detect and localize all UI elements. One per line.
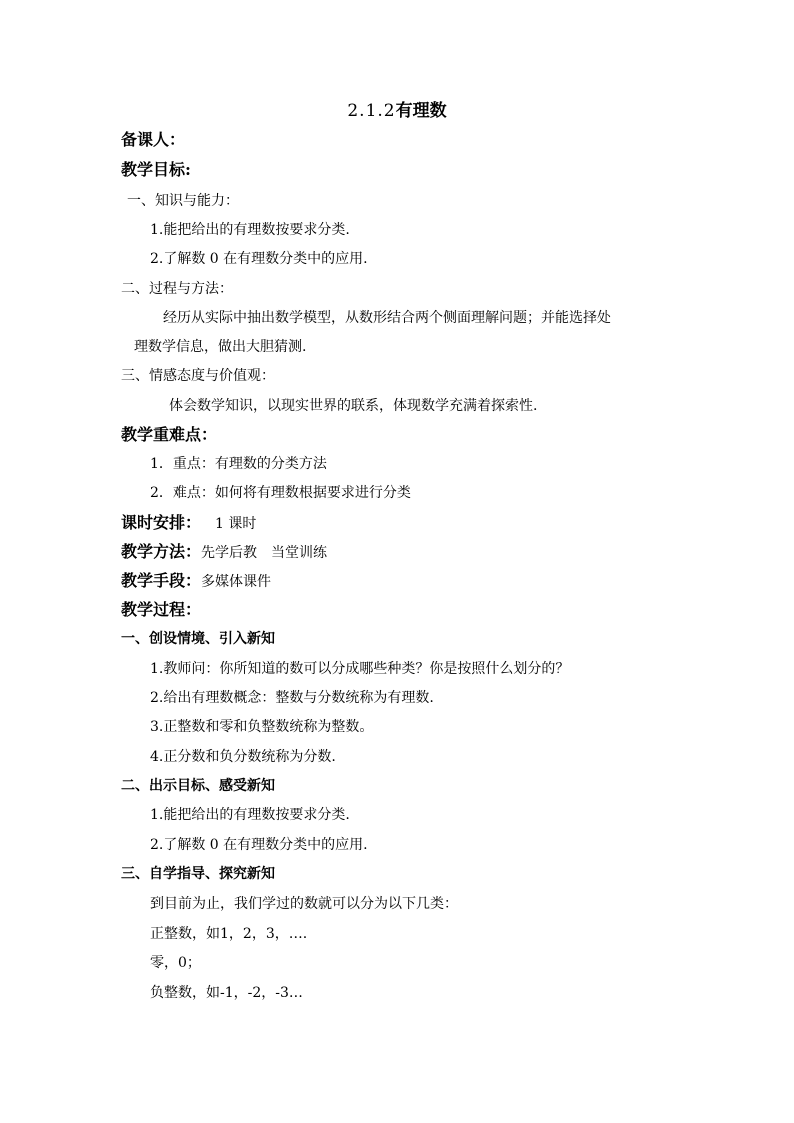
section-item: 3.正整数和零和负整数统称为整数。 [150, 719, 374, 735]
means-line [121, 573, 271, 589]
section-item: 2.给出有理数概念：整数与分数统称为有理数. [150, 690, 434, 706]
section-item: 正整数，如1，2，3，…. [150, 926, 308, 942]
section-item: 1.能把给出的有理数按要求分类. [150, 807, 350, 823]
knowledge-item: 2.了解数 0 在有理数分类中的应用. [150, 251, 368, 267]
key-points-heading: 教学重难点： [121, 425, 218, 444]
attitude-heading: 三、情感态度与价值观： [121, 368, 275, 384]
key-point-item: 1．重点：有理数的分类方法 [150, 456, 327, 472]
process-method-line: 经历从实际中抽出数学模型，从数形结合两个侧面理解问题；并能选择处 [163, 310, 611, 326]
section-heading: 二、出示目标、感受新知 [121, 778, 275, 794]
section-item: 4.正分数和负分数统称为分数. [150, 749, 336, 765]
objectives-heading: 教学目标: [121, 160, 191, 179]
section-item: 零，0； [150, 955, 201, 971]
attitude-text: 体会数学知识，以现实世界的联系，体现数学充满着探索性. [169, 398, 538, 414]
section-heading: 三、自学指导、探究新知 [121, 866, 275, 882]
section-item: 1.教师问：你所知道的数可以分成哪些种类？你是按照什么划分的？ [150, 661, 570, 677]
section-item: 2.了解数 0 在有理数分类中的应用. [150, 837, 368, 853]
schedule-label: 课时安排： [121, 513, 202, 532]
title-number: 2.1.2 [347, 101, 396, 121]
schedule-value: 1 课时 [215, 516, 257, 532]
method-label: 教学方法： [121, 542, 202, 561]
process-method-line: 理数学信息，做出大胆猜测. [134, 339, 307, 355]
means-label: 教学手段： [121, 571, 202, 590]
section-item: 到目前为止，我们学过的数就可以分为以下几类： [150, 896, 458, 912]
teaching-process-heading: 教学过程： [121, 600, 202, 619]
method-line [121, 544, 327, 560]
section-heading: 一、创设情境、引入新知 [121, 631, 275, 647]
document-title [0, 103, 794, 120]
preparer-label: 备课人： [121, 130, 186, 149]
section-item: 负整数，如-1，-2，-3… [150, 985, 303, 1001]
method-value: 先学后教 当堂训练 [201, 545, 328, 561]
key-point-item: 2．难点：如何将有理数根据要求进行分类 [150, 485, 411, 501]
title-text: 有理数 [395, 101, 447, 121]
knowledge-heading: 一、知识与能力： [127, 193, 239, 209]
knowledge-item: 1.能把给出的有理数按要求分类. [150, 222, 350, 238]
schedule-line [121, 515, 256, 531]
process-method-heading: 二、过程与方法： [121, 281, 233, 297]
means-value: 多媒体课件 [201, 574, 272, 590]
